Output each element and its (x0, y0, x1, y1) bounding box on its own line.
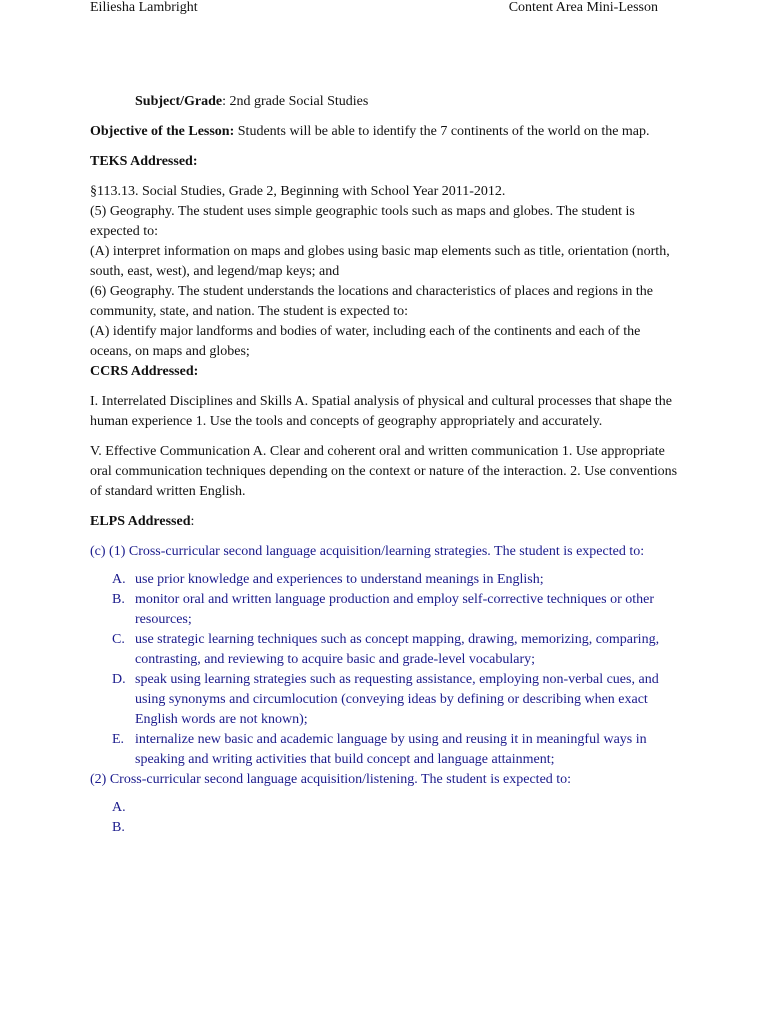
elps-section-1: (c) (1) Cross-curricular second language acquisition/learning strategies. The student is expected to: (90, 544, 645, 559)
document-body (90, 92, 680, 838)
list-item (90, 570, 680, 590)
elps-listening-list (90, 798, 680, 838)
teks-line: (A) identify major landforms and bodies of water, including each of the continents and each of the oceans, on maps and globes; (90, 324, 641, 359)
elps-strategy-list (90, 570, 680, 770)
objective (90, 122, 680, 142)
teks-line: §113.13. Social Studies, Grade 2, Beginning with School Year 2011-2012. (90, 184, 506, 199)
list-item (90, 818, 680, 838)
list-item (90, 798, 680, 818)
list-marker: A. (112, 800, 126, 815)
list-marker: D. (112, 672, 126, 687)
ccrs-heading: CCRS Addressed: (90, 364, 199, 379)
list-marker: A. (112, 572, 126, 587)
list-text: use prior knowledge and experiences to understand meanings in English; (135, 572, 544, 587)
teks-line: (5) Geography. The student uses simple geographic tools such as maps and globes. The student is expected to: (90, 204, 635, 239)
teks-heading: TEKS Addressed: (90, 154, 198, 169)
list-marker: C. (112, 632, 125, 647)
subject-label: Subject/Grade (135, 94, 223, 109)
list-text: monitor oral and written language production and employ self-corrective techniques or other resources; (135, 592, 654, 627)
teks-line: (A) interpret information on maps and globes using basic map elements such as title, orientation (north, south, east, west), and legend/map keys; and (90, 244, 670, 279)
teks-line: (6) Geography. The student understands the locations and characteristics of places and regions in the community, state, and nation. The student is expected to: (90, 284, 653, 319)
list-text: use strategic learning techniques such as concept mapping, drawing, memorizing, comparing, contrasting, and reviewing to acquire basic and grade-level vocabulary; (135, 632, 660, 667)
list-text: speak using learning strategies such as requesting assistance, employing non-verbal cues, and using synonyms and circumlocution (conveying ideas by defining or describing when exact English words are not known); (135, 672, 659, 727)
list-item (90, 730, 680, 770)
objective-label: Objective of the Lesson: (90, 124, 235, 139)
subject-grade (90, 92, 680, 112)
list-marker: B. (112, 820, 125, 835)
elps-heading: ELPS Addressed: (90, 514, 195, 529)
header-author: Eiliesha Lambright (90, 0, 198, 15)
list-text: internalize new basic and academic language by using and reusing it in meaningful ways in speaking and writing activities that build concept and language attainment; (135, 732, 647, 767)
list-item (90, 670, 680, 730)
objective-value: Students will be able to identify the 7 continents of the world on the map. (234, 124, 650, 139)
ccrs-paragraph: I. Interrelated Disciplines and Skills A. Spatial analysis of physical and cultural processes that shape the human experience 1. Use the tools and concepts of geography appropriately and accurately. (90, 394, 673, 429)
list-marker: B. (112, 592, 125, 607)
teks-block (90, 182, 680, 362)
list-item (90, 590, 680, 630)
ccrs-paragraph: V. Effective Communication A. Clear and coherent oral and written communication 1. Use appropriate oral communication techniques depending on the context or nature of the interaction. 2. Use conventions of standard written English. (90, 444, 678, 499)
subject-value: : 2nd grade Social Studies (222, 94, 369, 109)
header-doc-type: Content Area Mini-Lesson (508, 0, 658, 15)
list-item (90, 630, 680, 670)
list-marker: E. (112, 732, 125, 747)
elps-section-2: (2) Cross-curricular second language acquisition/listening. The student is expected to: (90, 772, 572, 787)
